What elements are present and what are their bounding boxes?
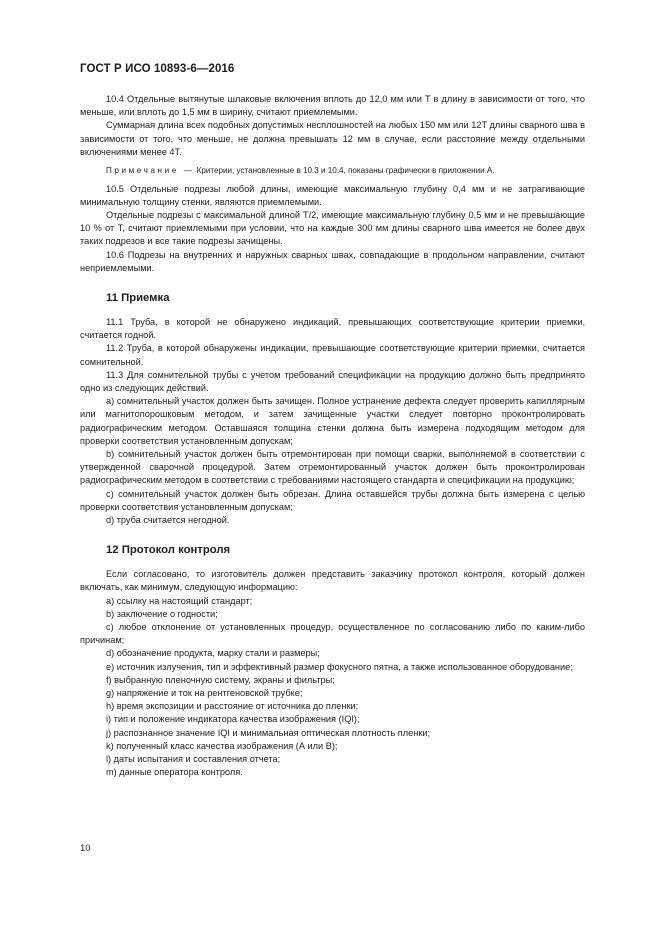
paragraph-11-1: 11.1 Труба, в которой не обнаружено индикаций, превышающих соответствующие критерии приемки, считается годной. — [80, 316, 585, 341]
report-item: g) напряжение и ток на рентгеновской трубке; — [106, 688, 303, 699]
paragraph-10-4-continued: Суммарная длина всех подобных допустимых несплошностей на любых 150 мм или 12T длины сварного шва в зависимости от того, что меньше, не должна превышать 12 мм в случае, если расстояние между отдельными включениями менее 4T. — [80, 120, 585, 157]
paragraph-10-4: 10.4 Отдельные вытянутые шлаковые включения вплоть до 12,0 мм или T в длину в зависимости от того, что меньше, или вплоть до 1,5 мм в ширину, считают приемлемыми. — [80, 94, 585, 118]
report-item: b) заключение о годности; — [106, 608, 218, 619]
note — [80, 165, 585, 177]
page-number: 10 — [80, 843, 91, 854]
document-header: ГОСТ Р ИСО 10893-6—2016 — [80, 63, 235, 75]
paragraph-12-intro: Если согласовано, то изготовитель должен представить заказчику протокол контроля, который должен включать, как минимум, следующую информацию: — [80, 569, 585, 593]
report-item: c) любое отклонение от установленных процедур, осуществленное по согласованию либо по каким-либо причинам; — [80, 622, 585, 646]
report-item: i) тип и положение индикатора качества изображения (IQI); — [106, 714, 360, 725]
list-item-a: a) сомнительный участок должен быть зачищен. Полное устранение дефекта следует проверить капиллярным или магнитопорошковым методом, и затем зачищенные участки следует повторно проконтролировать радиографическим методом. Оставшаяся толщина стенки должна быть измерена подходящим методом для проверки соответствия установленным допускам; — [80, 396, 585, 446]
report-item: d) обозначение продукта, марку стали и размеры; — [106, 648, 320, 659]
list-item-d: d) труба считается негодной. — [106, 514, 230, 525]
note-label: Примечание — — [106, 166, 195, 176]
report-item: l) даты испытания и составления отчета; — [106, 754, 281, 765]
paragraph-11-3: 11.3 Для сомнительной трубы с учетом требований спецификации на продукцию должно быть предпринято одно из следующих действий. — [80, 369, 585, 393]
report-item: k) полученный класс качества изображения (А или В); — [106, 740, 338, 751]
paragraph-10-5: 10.5 Отдельные подрезы любой длины, имеющие максимальную глубину 0,4 мм и не затрагивающие минимальную толщину стенки, являются приемлемыми. — [80, 183, 585, 207]
report-item: m) данные оператора контроля. — [106, 767, 243, 778]
report-item: h) время экспозиции и расстояние от источника до пленки; — [106, 701, 359, 712]
paragraph-10-5-continued: Отдельные подрезы с максимальной длиной T/2, имеющие максимальную глубину 0,5 мм и не превышающие 10 % от T, считают приемлемыми при условии, что на каждые 300 мм длины сварного шва имеется не более двух таких подрезов и все такие подрезы зачищены. — [80, 209, 585, 247]
report-item: f) выбранную пленочную систему, экраны и фильтры; — [106, 674, 335, 685]
note-text: Критерии, установленные в 10.3 и 10.4, показаны графически в приложении А. — [196, 166, 495, 176]
report-item: a) ссылку на настоящий стандарт; — [106, 595, 253, 606]
paragraph-10-6: 10.6 Подрезы на внутренних и наружных сварных швах, совпадающие в продольном направлении, считают неприемлемыми. — [80, 249, 585, 273]
section-12-heading: 12 Протокол контроля — [106, 544, 231, 557]
report-item: j) распознанное значение IQI и минимальная оптическая плотность пленки; — [106, 727, 431, 738]
report-item: e) источник излучения, тип и эффективный размер фокусного пятна, а также использованное оборудование; — [106, 661, 573, 672]
list-item-b: b) сомнительный участок должен быть отремонтирован при помощи сварки, выполняемой в соответствии с утвержденной сварочной процедурой. Затем отремонтированный участок должен быть проконтролирован радиографическим методом в соответствии с требованиями настоящего стандарта и спецификации на продукцию; — [80, 448, 585, 486]
document-body — [80, 93, 585, 779]
list-item-c: c) сомнительный участок должен быть обрезан. Длина оставшейся трубы должна быть измерена с целью проверки соответствия установленным допускам; — [80, 488, 585, 512]
paragraph-11-2: 11.2 Труба, в которой обнаружены индикации, превышающие соответствующие критерии приемки, считается сомнительной. — [80, 343, 585, 367]
section-11-heading: 11 Приемка — [106, 291, 170, 304]
